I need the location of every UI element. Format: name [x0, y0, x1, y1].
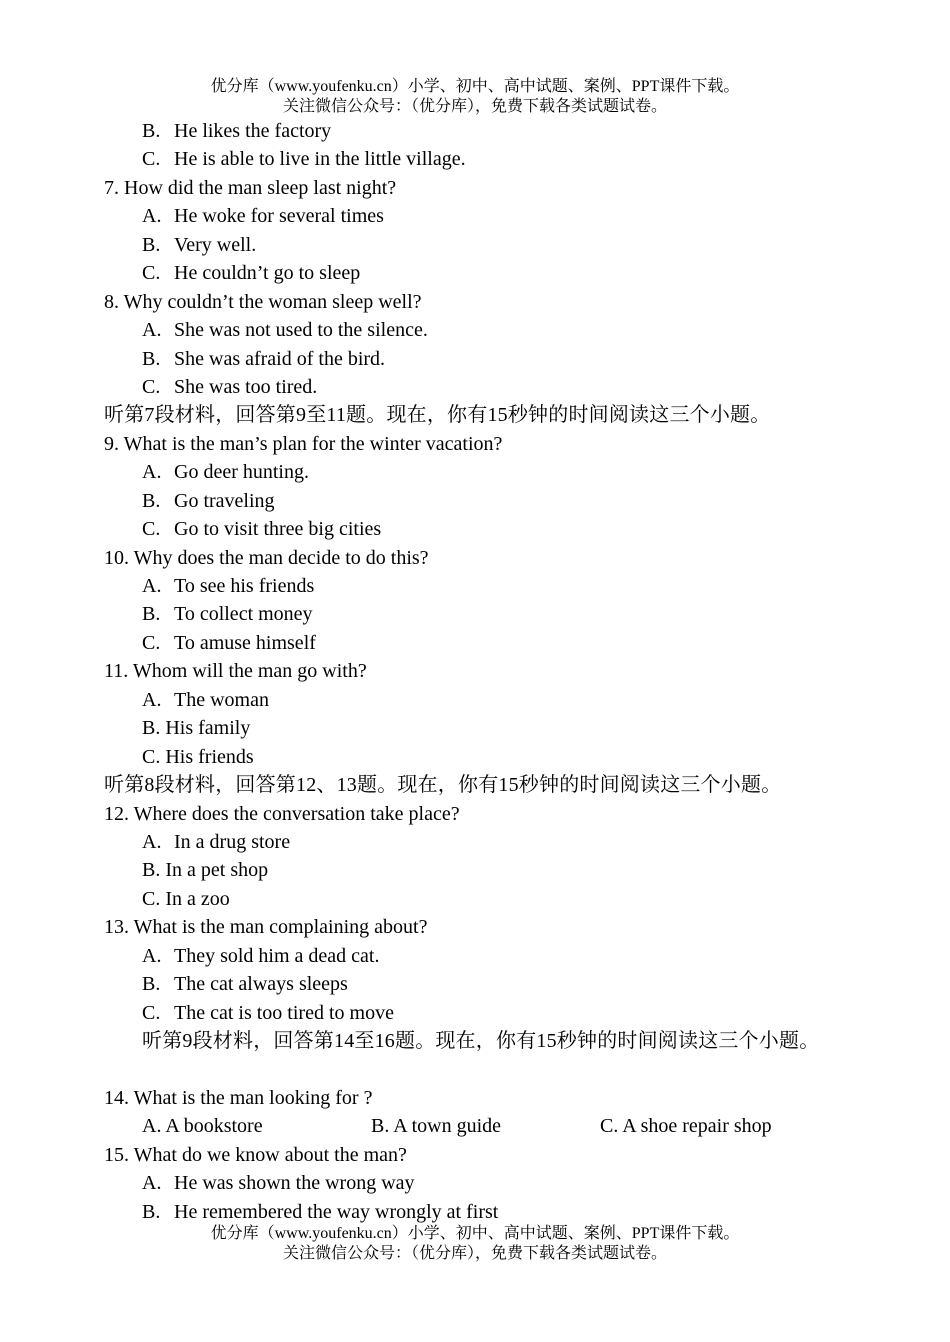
footer-line-2: 关注微信公众号：（优分库），免费下载各类试题试卷。	[282, 1245, 667, 1262]
exam-content	[104, 117, 864, 1226]
q8-option-a: A. She was not used to the silence.	[142, 319, 428, 342]
q7-option-a: A. He woke for several times	[142, 205, 384, 228]
footer-line-1: 优分库（www.youfenku.cn）小学、初中、高中试题、案例、PPT课件下载。	[210, 1225, 740, 1242]
q14-option-c: C. A shoe repair shop	[600, 1115, 772, 1138]
q10-option-c: C. To amuse himself	[142, 631, 316, 654]
q6-option-b: B. He likes the factory	[142, 120, 332, 142]
q10-option-a: A. To see his friends	[142, 575, 315, 597]
q8-option-c: C. She was too tired.	[142, 375, 318, 398]
q6-option-c: C. He is able to live in the little village.	[142, 148, 466, 171]
q12-option-c: C. In a zoo	[142, 887, 230, 910]
q10-question: 10. Why does the man decide to do this?	[104, 546, 429, 569]
header-line-1: 优分库（www.youfenku.cn）小学、初中、高中试题、案例、PPT课件下载。	[210, 78, 740, 95]
page-footer	[0, 1224, 950, 1264]
q14-option-b: B. A town guide	[371, 1115, 502, 1138]
q15-option-a: A. He was shown the wrong way	[142, 1172, 415, 1195]
q11-option-b: B. His family	[142, 717, 251, 740]
page-header	[0, 77, 950, 117]
q8-option-b: B. She was afraid of the bird.	[142, 347, 386, 370]
q10-option-b: B. To collect money	[142, 603, 313, 626]
q11-option-c: C. His friends	[142, 745, 254, 768]
q15-option-b: B. He remembered the way wrongly at first	[142, 1200, 499, 1223]
q13-option-a: A. They sold him a dead cat.	[142, 944, 380, 967]
q7-question: 7. How did the man sleep last night?	[104, 176, 397, 199]
q9-option-b: B. Go traveling	[142, 489, 275, 512]
q7-option-b: B. Very well.	[142, 233, 257, 256]
q9-option-a: A. Go deer hunting.	[142, 461, 309, 484]
q7-option-c: C. He couldn’t go to sleep	[142, 262, 361, 285]
q14-options-row	[104, 1112, 864, 1140]
q9-option-c: C. Go to visit three big cities	[142, 518, 382, 541]
q12-option-b: B. In a pet shop	[142, 859, 269, 882]
section-7-instruction: 听第7段材料，回答第9至11题。现在，你有15秒钟的时间阅读这三个小题。	[104, 404, 771, 427]
q8-question: 8. Why couldn’t the woman sleep well?	[104, 290, 422, 313]
q14-question: 14. What is the man looking for ?	[104, 1086, 373, 1109]
q9-question: 9. What is the man’s plan for the winter vacation?	[104, 432, 503, 455]
q12-question: 12. Where does the conversation take place?	[104, 802, 460, 825]
q12-option-a: A. In a drug store	[142, 830, 291, 853]
section-8-instruction: 听第8段材料，回答第12、13题。现在，你有15秒钟的时间阅读这三个小题。	[104, 774, 782, 797]
section-9-instruction: 听第9段材料，回答第14至16题。现在，你有15秒钟的时间阅读这三个小题。	[142, 1030, 820, 1052]
q15-question: 15. What do we know about the man?	[104, 1143, 407, 1166]
q13-option-c: C. The cat is too tired to move	[142, 1001, 394, 1024]
q11-option-a: A. The woman	[142, 688, 269, 711]
header-line-2: 关注微信公众号：（优分库），免费下载各类试题试卷。	[282, 98, 667, 115]
q13-question: 13. What is the man complaining about?	[104, 916, 428, 939]
q13-option-b: B. The cat always sleeps	[142, 973, 348, 996]
q14-option-a: A. A bookstore	[142, 1115, 263, 1138]
q11-question: 11. Whom will the man go with?	[104, 660, 367, 683]
